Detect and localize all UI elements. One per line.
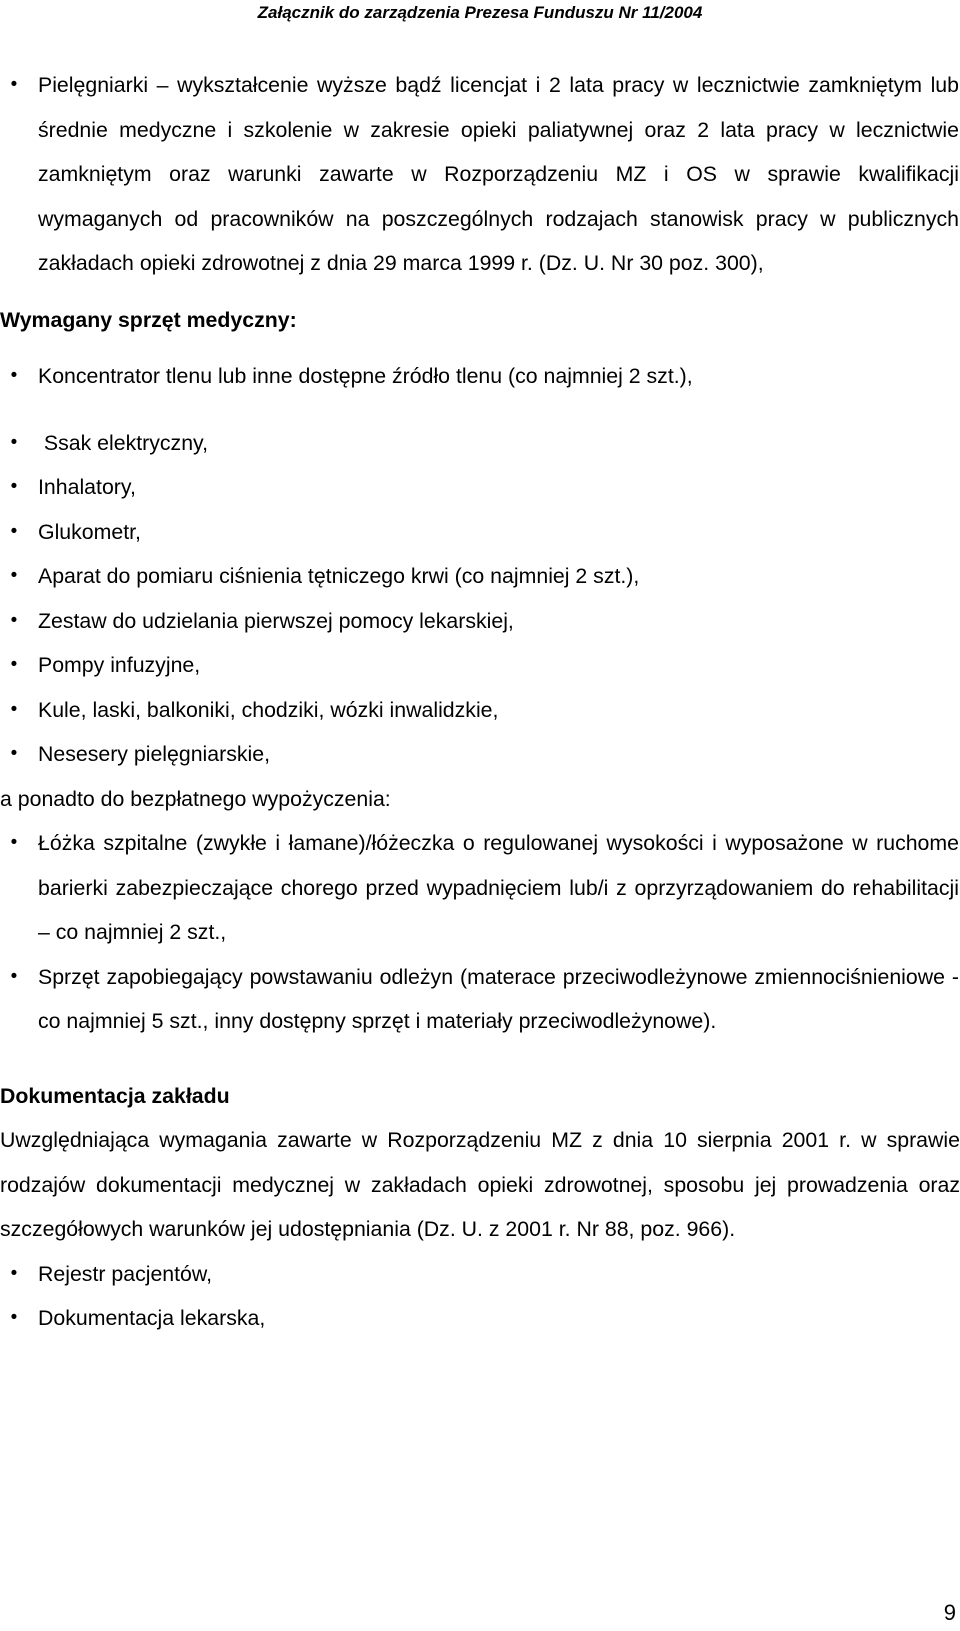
bullet-icon bbox=[4, 643, 24, 688]
equipment-item-text: Ssak elektryczny, bbox=[38, 430, 209, 455]
bullet-icon bbox=[4, 421, 24, 466]
bullet-icon bbox=[4, 1296, 24, 1341]
bullet-icon bbox=[4, 554, 24, 599]
bullet-icon bbox=[4, 955, 24, 1000]
bullet-icon bbox=[4, 599, 24, 644]
equipment-item-text: Kule, laski, balkoniki, chodziki, wózki inwalidzkie, bbox=[38, 697, 499, 722]
equipment-item-text: Glukometr, bbox=[38, 519, 141, 544]
loan-intro-text: a ponadto do bezpłatnego wypożyczenia: bbox=[0, 786, 391, 811]
list-item bbox=[38, 465, 960, 510]
list-item bbox=[38, 732, 960, 777]
list-item bbox=[38, 821, 960, 955]
page-number: 9 bbox=[943, 1600, 956, 1625]
bullet-icon bbox=[4, 1252, 24, 1297]
documentation-text: Uwzględniająca wymagania zawarte w Rozporządzeniu MZ z dnia 10 sierpnia 2001 r. w sprawie rodzajów dokumentacji medycznej w zakładach opieki zdrowotnej, sposobu jej prowadzenia oraz szczegółowych warunków jej udostępniania (Dz. U. z 2001 r. Nr 88, poz. 966). bbox=[0, 1128, 960, 1241]
documentation-heading: Dokumentacja zakładu bbox=[0, 1083, 230, 1108]
bullet-icon bbox=[4, 354, 24, 399]
nurses-requirements-text: Pielęgniarki – wykształcenie wyższe bądź licencjat i 2 lata pracy w lecznictwie zamkniętym lub średnie medyczne i szkolenie w zakresie opieki paliatywnej oraz 2 lata pracy w lecznictwie zamkniętym oraz warunki zawarte w Rozporządzeniu MZ i OS w sprawie kwalifikacji wymaganych od pracowników na poszczególnych rodzajach stanowisk pracy w publicznych zakładach opieki zdrowotnej z dnia 29 marca 1999 r. (Dz. U. Nr 30 poz. 300), bbox=[38, 73, 959, 275]
bullet-icon bbox=[4, 63, 24, 108]
list-item bbox=[38, 1296, 960, 1341]
loan-item-text: Łóżka szpitalne (zwykłe i łamane)/łóżeczka o regulowanej wysokości i wyposażone w ruchome barierki zabezpieczające chorego przed wypadnięciem lub/i z oprzyrządowaniem do rehabilitacji – co najmniej 2 szt., bbox=[38, 831, 959, 944]
list-item-nurses bbox=[38, 63, 960, 286]
equipment-heading: Wymagany sprzęt medyczny: bbox=[0, 307, 297, 332]
documentation-item-text: Rejestr pacjentów, bbox=[38, 1261, 213, 1286]
equipment-item-text: Inhalatory, bbox=[38, 475, 136, 499]
list-item bbox=[38, 1252, 960, 1297]
list-item bbox=[38, 354, 960, 399]
bullet-icon bbox=[4, 821, 24, 866]
equipment-item-text: Nesesery pielęgniarskie, bbox=[38, 742, 271, 766]
bullet-icon bbox=[4, 510, 24, 555]
list-item bbox=[38, 554, 960, 599]
equipment-item-text: Aparat do pomiaru ciśnienia tętniczego krwi (co najmniej 2 szt.), bbox=[38, 564, 640, 588]
bullet-icon bbox=[4, 688, 24, 733]
list-item bbox=[38, 421, 960, 466]
bullet-icon bbox=[4, 732, 24, 777]
list-item bbox=[38, 688, 960, 733]
list-item bbox=[38, 599, 960, 644]
list-item bbox=[38, 643, 960, 688]
equipment-item-text: Pompy infuzyjne, bbox=[38, 653, 201, 677]
equipment-item-text: Zestaw do udzielania pierwszej pomocy lekarskiej, bbox=[38, 608, 514, 633]
list-item bbox=[38, 955, 960, 1044]
equipment-item-text: Koncentrator tlenu lub inne dostępne źródło tlenu (co najmniej 2 szt.), bbox=[38, 364, 693, 388]
documentation-item-text: Dokumentacja lekarska, bbox=[38, 1306, 266, 1330]
list-item bbox=[38, 510, 960, 555]
loan-item-text: Sprzęt zapobiegający powstawaniu odleżyn (materace przeciwodleżynowe zmiennociśnieniowe - co najmniej 5 szt., inny dostępny sprzęt i materiały przeciwodleżynowe). bbox=[38, 964, 959, 1033]
header-title: Załącznik do zarządzenia Prezesa Funduszu Nr 11/2004 bbox=[257, 3, 703, 22]
document-body bbox=[0, 63, 960, 1341]
bullet-icon bbox=[4, 465, 24, 510]
document-header bbox=[0, 0, 960, 26]
